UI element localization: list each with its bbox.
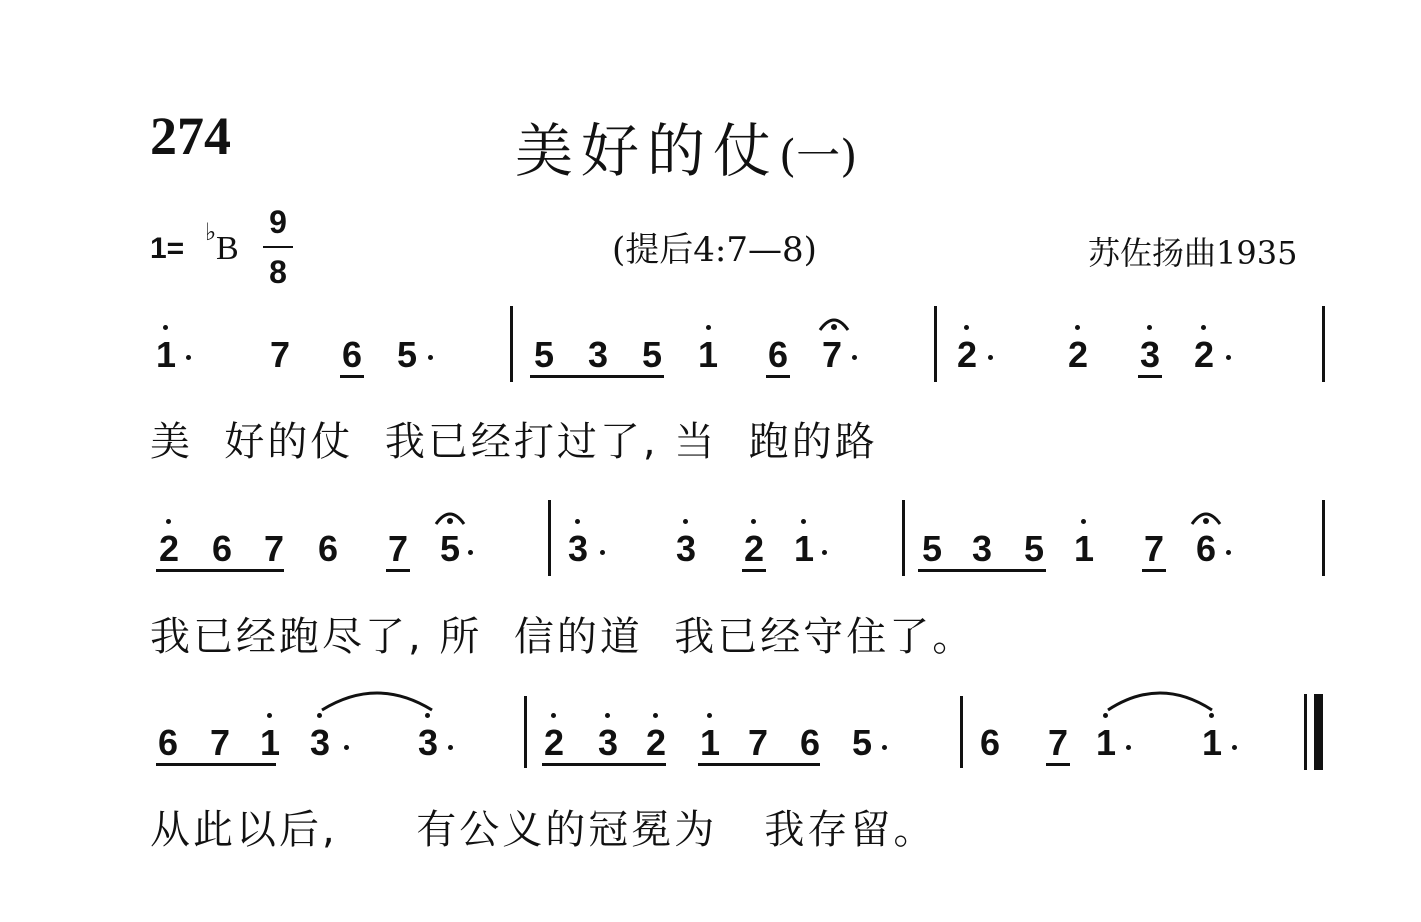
note: 3 <box>1139 334 1161 375</box>
bar-line <box>902 500 905 576</box>
note: 7 <box>747 722 769 763</box>
note: 3 <box>587 334 609 375</box>
note: 6 <box>767 334 789 375</box>
flat-sign: ♭ <box>205 218 217 246</box>
lyric-line-3: 从此以后, 有公义的冠冕为 我存留。 <box>150 807 937 853</box>
title-suffix: (一) <box>779 131 858 182</box>
note: 2 <box>956 334 978 375</box>
bar-line <box>1322 306 1325 382</box>
note: 5 <box>1023 528 1045 569</box>
underline <box>742 569 766 572</box>
note: 2 <box>1193 334 1215 375</box>
high-octave-dot <box>166 519 171 524</box>
high-octave-dot <box>267 713 272 718</box>
fermata-icon <box>1189 504 1223 528</box>
augmentation-dot <box>468 550 473 555</box>
note: 1 <box>155 334 177 375</box>
note: 3 <box>675 528 697 569</box>
note: 6 <box>211 528 233 569</box>
high-octave-dot <box>751 519 756 524</box>
note: 1 <box>1073 528 1095 569</box>
note: 7 <box>1143 528 1165 569</box>
underline <box>918 569 1046 572</box>
underline <box>1142 569 1166 572</box>
note: 7 <box>269 334 291 375</box>
high-octave-dot <box>707 713 712 718</box>
underline <box>1046 763 1070 766</box>
title-text: 美好的仗 <box>515 117 780 185</box>
note: 2 <box>543 722 565 763</box>
high-octave-dot <box>163 325 168 330</box>
note: 3 <box>971 528 993 569</box>
note: 7 <box>1047 722 1069 763</box>
note: 3 <box>567 528 589 569</box>
lyric-line-1: 美 好的仗 我已经打过了, 当 跑的路 <box>150 419 878 465</box>
augmentation-dot <box>852 355 857 360</box>
high-octave-dot <box>425 713 430 718</box>
underline <box>542 763 666 766</box>
note: 5 <box>921 528 943 569</box>
note: 7 <box>263 528 285 569</box>
note: 6 <box>1195 528 1217 569</box>
note: 2 <box>1067 334 1089 375</box>
underline <box>386 569 410 572</box>
underline <box>530 375 664 378</box>
high-octave-dot <box>575 519 580 524</box>
fermata-icon <box>817 310 851 334</box>
note: 1 <box>699 722 721 763</box>
high-octave-dot <box>683 519 688 524</box>
high-octave-dot <box>1147 325 1152 330</box>
note: 5 <box>641 334 663 375</box>
page-title <box>515 104 857 188</box>
note: 7 <box>821 334 843 375</box>
bar-line <box>548 500 551 576</box>
high-octave-dot <box>551 713 556 718</box>
underline <box>1138 375 1162 378</box>
note: 1 <box>1095 722 1117 763</box>
note: 6 <box>341 334 363 375</box>
final-bar-thick <box>1314 694 1323 770</box>
fermata-icon <box>433 504 467 528</box>
hymn-number: 274 <box>150 106 231 166</box>
note: 1 <box>697 334 719 375</box>
high-octave-dot <box>706 325 711 330</box>
augmentation-dot <box>600 550 605 555</box>
augmentation-dot <box>882 745 887 750</box>
underline <box>766 375 790 378</box>
augmentation-dot <box>186 355 191 360</box>
note: 2 <box>743 528 765 569</box>
composer-credit: 苏佐扬曲1935 <box>1088 234 1298 272</box>
high-octave-dot <box>1209 713 1214 718</box>
high-octave-dot <box>1081 519 1086 524</box>
key-letter: B <box>216 230 239 267</box>
note: 1 <box>793 528 815 569</box>
key-signature <box>150 204 310 298</box>
note: 6 <box>799 722 821 763</box>
note: 5 <box>533 334 555 375</box>
note: 1 <box>1201 722 1223 763</box>
bar-line <box>510 306 513 382</box>
tie-icon <box>1104 686 1216 714</box>
note: 7 <box>209 722 231 763</box>
underline <box>156 763 276 766</box>
note: 6 <box>317 528 339 569</box>
note: 3 <box>309 722 331 763</box>
tie-icon <box>318 686 436 714</box>
underline <box>340 375 364 378</box>
augmentation-dot <box>448 745 453 750</box>
bar-line <box>960 696 963 768</box>
note: 3 <box>597 722 619 763</box>
underline <box>156 569 284 572</box>
underline <box>698 763 820 766</box>
augmentation-dot <box>1126 745 1131 750</box>
note: 2 <box>645 722 667 763</box>
bar-line <box>1322 500 1325 576</box>
high-octave-dot <box>801 519 806 524</box>
augmentation-dot <box>988 355 993 360</box>
note: 2 <box>158 528 180 569</box>
note: 3 <box>417 722 439 763</box>
final-bar-thin <box>1304 694 1307 770</box>
note: 5 <box>851 722 873 763</box>
note: 7 <box>387 528 409 569</box>
time-signature-bottom: 8 <box>269 254 287 290</box>
note: 5 <box>439 528 461 569</box>
time-signature-top: 9 <box>269 204 287 240</box>
note: 1 <box>259 722 281 763</box>
high-octave-dot <box>964 325 969 330</box>
lyric-line-2: 我已经跑尽了, 所 信的道 我已经守住了。 <box>150 614 976 660</box>
bar-line <box>524 696 527 768</box>
augmentation-dot <box>344 745 349 750</box>
time-signature-line <box>263 246 293 248</box>
note: 6 <box>157 722 179 763</box>
key-prefix: 1= <box>150 232 185 265</box>
high-octave-dot <box>653 713 658 718</box>
note: 5 <box>396 334 418 375</box>
scripture-reference: (提后4:7—8) <box>612 230 817 270</box>
note: 6 <box>979 722 1001 763</box>
bar-line <box>934 306 937 382</box>
augmentation-dot <box>1226 550 1231 555</box>
high-octave-dot <box>605 713 610 718</box>
augmentation-dot <box>1226 355 1231 360</box>
high-octave-dot <box>1075 325 1080 330</box>
augmentation-dot <box>822 550 827 555</box>
augmentation-dot <box>428 355 433 360</box>
augmentation-dot <box>1232 745 1237 750</box>
high-octave-dot <box>1201 325 1206 330</box>
